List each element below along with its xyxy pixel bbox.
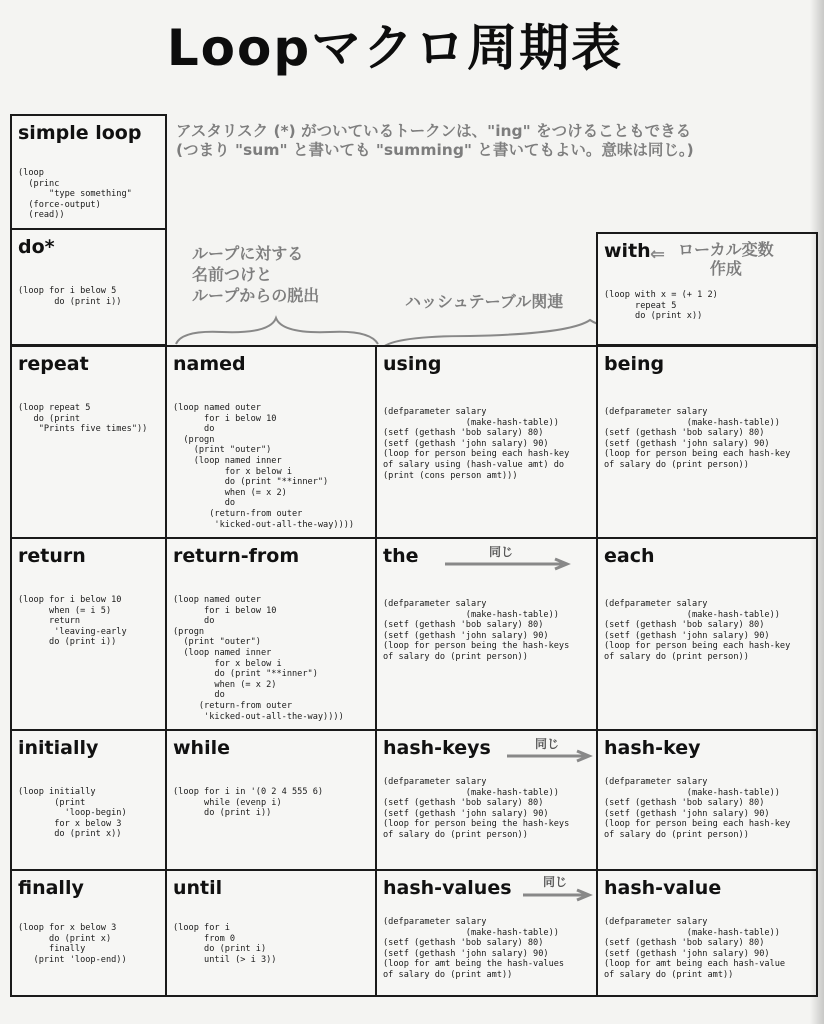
cell-return [10, 537, 167, 731]
code-example: (defparameter salary (make-hash-table)) (setf (gethash 'bob salary) 80) (setf (gethash 'john salary) 90) (loop for person being the hash-keys of salary do (print person)) [383, 777, 570, 840]
code-example: (loop with x = (+ 1 2) repeat 5 do (print x)) [604, 290, 718, 322]
code-example: (loop for i below 10 when (= i 5) return 'leaving-early do (print i)) [18, 595, 127, 648]
cell-hash-key [596, 729, 818, 871]
cell-title: each [604, 545, 655, 567]
cell-title: hash-value [604, 877, 722, 899]
code-example: (loop (princ "type something" (force-output) (read)) [18, 168, 132, 221]
cell-do [10, 228, 167, 346]
code-example: (loop for x below 3 do (print x) finally (print 'loop-end)) [18, 923, 127, 965]
cell-title: with [604, 240, 651, 262]
cell-return-from [165, 537, 377, 731]
asterisk-note: アスタリスク (*) がついているトークンは、"ing" をつけることもできる (つまり "sum" と書いても "summing" と書いてもよい。意味は同じ。) [176, 122, 694, 159]
arrow-shape [445, 559, 567, 569]
code-example: (loop named outer for i below 10 do (progn (print "outer") (loop named inner for x below i do (print "**inner") when (= x 2) do (return-from outer 'kicked-out-all-the-way)))) [173, 595, 344, 722]
cell-each [596, 537, 818, 731]
cell-title: initially [18, 737, 99, 759]
cell-title: return [18, 545, 86, 567]
same-label: 同じ [535, 737, 560, 751]
cell-title: do* [18, 236, 55, 258]
code-example: (loop initially (print 'loop-begin) for x below 3 do (print x)) [18, 787, 127, 840]
cell-title: hash-keys [383, 737, 491, 759]
cell-title: repeat [18, 353, 89, 375]
code-example: (loop named outer for i below 10 do (progn (print "outer") (loop named inner for x below i do (print "**inner") when (= x 2) do (return-from outer 'kicked-out-all-the-way)))) [173, 403, 355, 530]
naming-note: ループに対する 名前つけと ループからの脱出 [192, 244, 320, 305]
cell-hash-keys [375, 729, 598, 871]
same-arrow [521, 873, 597, 903]
arrow-shape [507, 751, 589, 761]
cell-until [165, 869, 377, 997]
same-arrow [443, 543, 593, 573]
code-example: (loop repeat 5 do (print "Prints five times")) [18, 403, 148, 435]
cell-title: until [173, 877, 223, 899]
cell-title: simple loop [18, 122, 142, 144]
arrow-right-icon [505, 749, 597, 763]
cell-title: while [173, 737, 230, 759]
cell-the [375, 537, 598, 731]
code-example: (defparameter salary (make-hash-table)) (setf (gethash 'bob salary) 80) (setf (gethash 'john salary) 90) (loop for person being each hash-key of salary using (hash-value amt) do (print (cons person amt))) [383, 407, 570, 481]
naming-brace [172, 312, 382, 348]
page-edge-shadow [810, 0, 824, 1024]
cell-hash-values [375, 869, 598, 997]
cell-title: return-from [173, 545, 300, 567]
cell-while [165, 729, 377, 871]
naming-brace-path [176, 318, 378, 344]
cell-initially [10, 729, 167, 871]
cell-repeat [10, 345, 167, 539]
cell-being [596, 345, 818, 539]
cell-simple-loop [10, 114, 167, 230]
cell-title: the [383, 545, 419, 567]
same-arrow [505, 735, 597, 765]
code-example: (defparameter salary (make-hash-table)) (setf (gethash 'bob salary) 80) (setf (gethash 'john salary) 90) (loop for amt being each hash-value of salary do (print amt)) [604, 917, 786, 980]
same-label: 同じ [543, 875, 568, 889]
cell-title: named [173, 353, 246, 375]
cell-title: hash-values [383, 877, 512, 899]
same-label: 同じ [489, 545, 514, 559]
code-example: (defparameter salary (make-hash-table)) (setf (gethash 'bob salary) 80) (setf (gethash 'john salary) 90) (loop for person being each hash-key of salary do (print person)) [604, 407, 791, 470]
hash-table-note: ハッシュテーブル関連 [405, 292, 564, 311]
arrow-right-icon [521, 888, 597, 902]
cell-title: hash-key [604, 737, 701, 759]
code-example: (loop for i in '(0 2 4 555 6) while (evenp i) do (print i)) [173, 787, 324, 819]
code-example: (defparameter salary (make-hash-table)) (setf (gethash 'bob salary) 80) (setf (gethash 'john salary) 90) (loop for amt being the hash-values of salary do (print amt)) [383, 917, 565, 980]
arrow-left-icon: ⇐ [650, 244, 666, 265]
cell-named [165, 345, 377, 539]
code-example: (defparameter salary (make-hash-table)) (setf (gethash 'bob salary) 80) (setf (gethash 'john salary) 90) (loop for person being the hash-keys of salary do (print person)) [383, 599, 570, 662]
cell-using [375, 345, 598, 539]
cell-title: using [383, 353, 442, 375]
cell-title: being [604, 353, 665, 375]
arrow-right-icon [443, 557, 583, 571]
cell-with [596, 232, 818, 346]
cell-hash-value [596, 869, 818, 997]
code-example: (defparameter salary (make-hash-table)) (setf (gethash 'bob salary) 80) (setf (gethash 'john salary) 90) (loop for person being each hash-key of salary do (print person)) [604, 599, 791, 662]
code-example: (loop for i from 0 do (print i) until (> i 3)) [173, 923, 277, 965]
page-title: Loopマクロ周期表 [166, 19, 624, 77]
code-example: (loop for i below 5 do (print i)) [18, 286, 122, 307]
local-variable-note: ローカル変数 作成 [678, 240, 774, 279]
cell-finally [10, 869, 167, 997]
code-example: (defparameter salary (make-hash-table)) (setf (gethash 'bob salary) 80) (setf (gethash 'john salary) 90) (loop for person being each hash-key of salary do (print person)) [604, 777, 791, 840]
arrow-shape [523, 890, 589, 900]
cell-title: finally [18, 877, 84, 899]
